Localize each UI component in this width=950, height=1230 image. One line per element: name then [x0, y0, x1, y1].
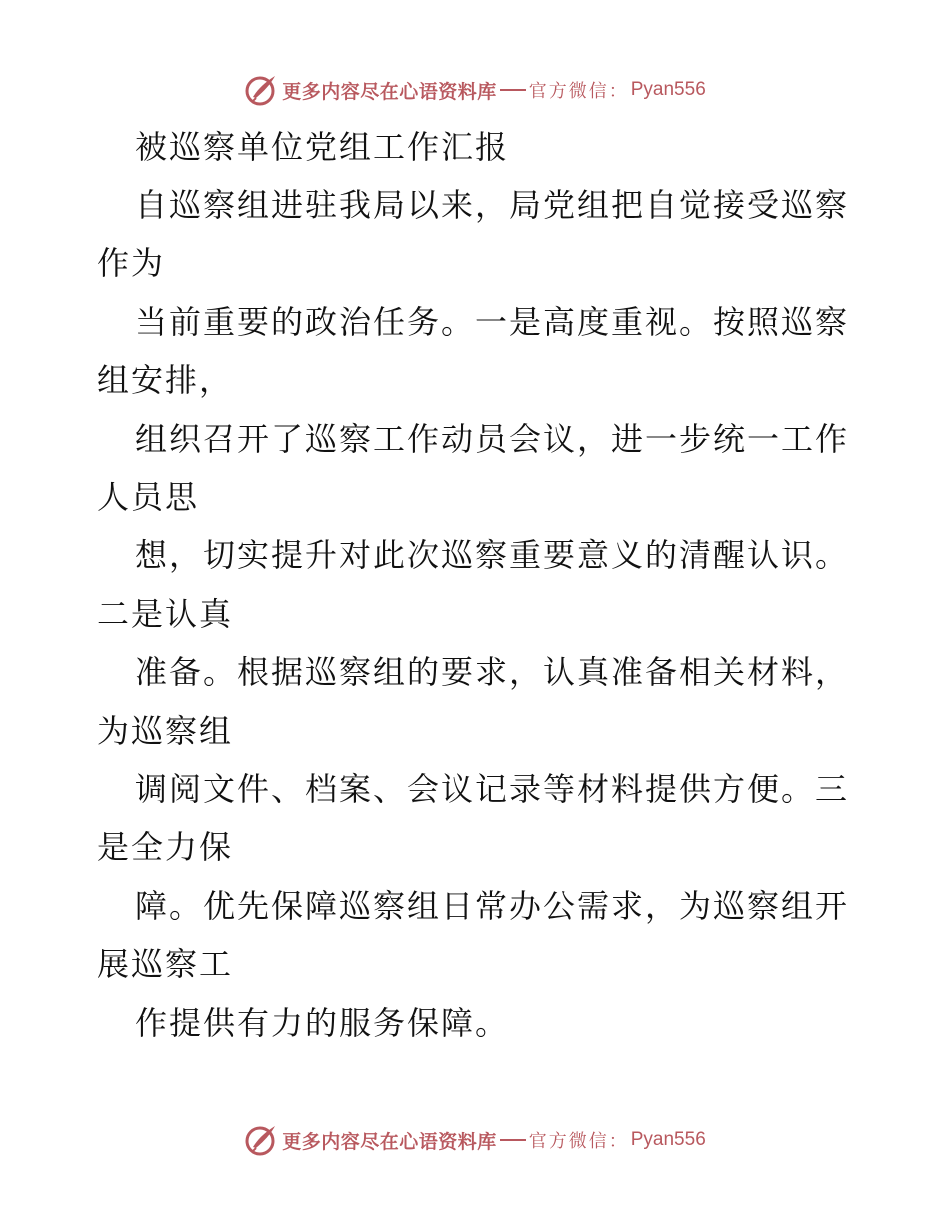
banner-dash [500, 89, 526, 91]
paragraph-line: 当前重要的政治任务。一是高度重视。按照巡察 [135, 303, 850, 341]
banner-brand-text: 更多内容尽在心语资料库 [282, 1130, 497, 1153]
banner-official-label: 官方微信： [528, 81, 629, 102]
paragraph-line: 人员思 [97, 478, 200, 516]
paragraph-line: 二是认真 [97, 595, 234, 633]
header-banner [0, 70, 950, 110]
banner-official-label: 官方微信： [528, 1131, 629, 1152]
paragraph-line: 作为 [97, 244, 166, 282]
banner-wechat-id: Pyan556 [630, 1129, 706, 1150]
paragraph-line: 想，切实提升对此次巡察重要意义的清醒认识。 [135, 536, 850, 574]
paragraph-line: 自巡察组进驻我局以来，局党组把自觉接受巡察 [135, 186, 850, 224]
quill-pen-logo-icon [244, 1123, 278, 1157]
quill-pen-logo-icon [244, 73, 278, 107]
document-title: 被巡察单位党组工作汇报 [135, 128, 510, 166]
paragraph-line: 障。优先保障巡察组日常办公需求，为巡察组开 [135, 887, 850, 925]
banner-brand-text: 更多内容尽在心语资料库 [282, 80, 497, 103]
paragraph-line: 展巡察工 [97, 945, 234, 983]
paragraph-line: 作提供有力的服务保障。 [135, 1004, 510, 1042]
banner-dash [500, 1139, 526, 1141]
paragraph-line: 组织召开了巡察工作动员会议，进一步统一工作 [135, 420, 850, 458]
footer-banner [0, 1120, 950, 1160]
paragraph-line: 组安排， [97, 361, 234, 399]
paragraph-line: 为巡察组 [97, 712, 234, 750]
paragraph-line: 准备。根据巡察组的要求，认真准备相关材料， [135, 653, 850, 691]
banner-wechat-id: Pyan556 [630, 79, 706, 100]
paragraph-line: 调阅文件、档案、会议记录等材料提供方便。三 [135, 770, 850, 808]
paragraph-line: 是全力保 [97, 828, 234, 866]
